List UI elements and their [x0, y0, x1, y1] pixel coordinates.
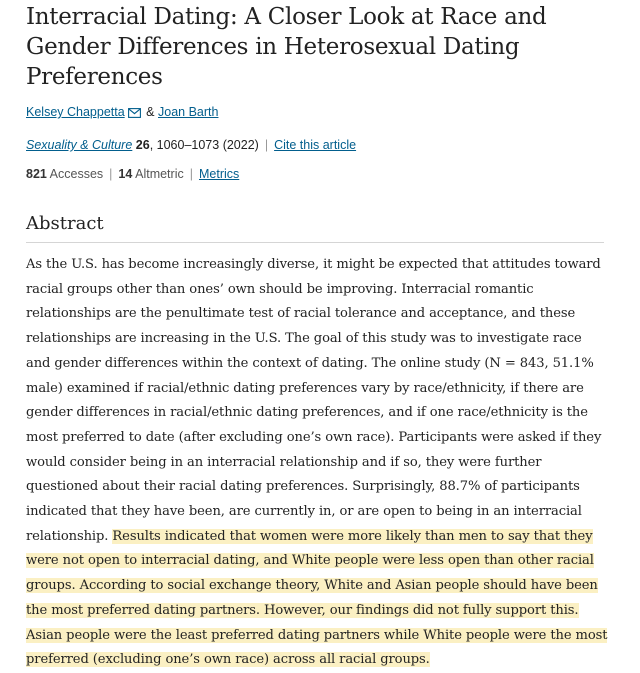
altmetric-count: 14 [118, 167, 133, 181]
cite-article-link[interactable]: Cite this article [274, 138, 357, 152]
altmetric-label: Altmetric [135, 167, 184, 181]
article-page [26, 0, 610, 673]
article-title: Interracial Dating: A Closer Look at Race and Gender Differences in Heterosexual Dating Preferences [26, 4, 547, 90]
metrics-link[interactable]: Metrics [198, 167, 240, 181]
journal-pages-year: , 1060–1073 (2022) [149, 138, 259, 152]
author-link-barth[interactable]: Joan Barth [158, 105, 219, 119]
journal-citation-line [26, 137, 610, 154]
separator: | [189, 167, 193, 181]
accesses-label: Accesses [49, 167, 104, 181]
author-connector: & [146, 105, 155, 119]
abstract-paragraph [26, 253, 610, 673]
journal-link[interactable]: Sexuality & Culture [26, 138, 133, 152]
abstract-highlighted-text: Results indicated that women were more likely than men to say that they were not open to interracial dating, and White people were less open than other racial groups. According to social exchange theory, White and Asian people should have been the most preferred dating partners. However, our findings did not fully support this. Asian people were the least preferred dating partners while White people were the most preferred (excluding one’s own race) across all racial groups. [26, 528, 608, 668]
author-list [26, 104, 610, 123]
mail-icon[interactable] [128, 106, 141, 123]
journal-volume: 26 [135, 138, 150, 152]
abstract-heading: Abstract [26, 213, 104, 234]
article-metrics [26, 166, 610, 183]
abstract-text: As the U.S. has become increasingly diverse, it might be expected that attitudes toward racial groups other than ones’ own should be improving. Interracial romantic relationships are the penultimate test of racial tolerance and acceptance, and these relationships are increasing in the U.S. The goal of this study was to investigate race and gender differences within the context of dating. The online study (N = 843, 51.1% male) examined if racial/ethnic dating preferences vary by race/ethnicity, if there are gender differences in racial/ethnic dating preferences, and if one race/ethnicity is the most preferred to date (after excluding one’s own race). Participants were asked if they would consider being in an interracial relationship and if so, they were further questioned about their racial dating preferences. Surprisingly, 88.7% of participants indicated that they have been, are currently in, or are open to being in an interracial relationship. [26, 257, 602, 544]
accesses-count: 821 [26, 167, 47, 181]
separator: | [264, 138, 269, 152]
separator: | [109, 167, 113, 181]
section-divider [26, 242, 604, 243]
author-link-chappetta[interactable]: Kelsey Chappetta [26, 105, 125, 119]
